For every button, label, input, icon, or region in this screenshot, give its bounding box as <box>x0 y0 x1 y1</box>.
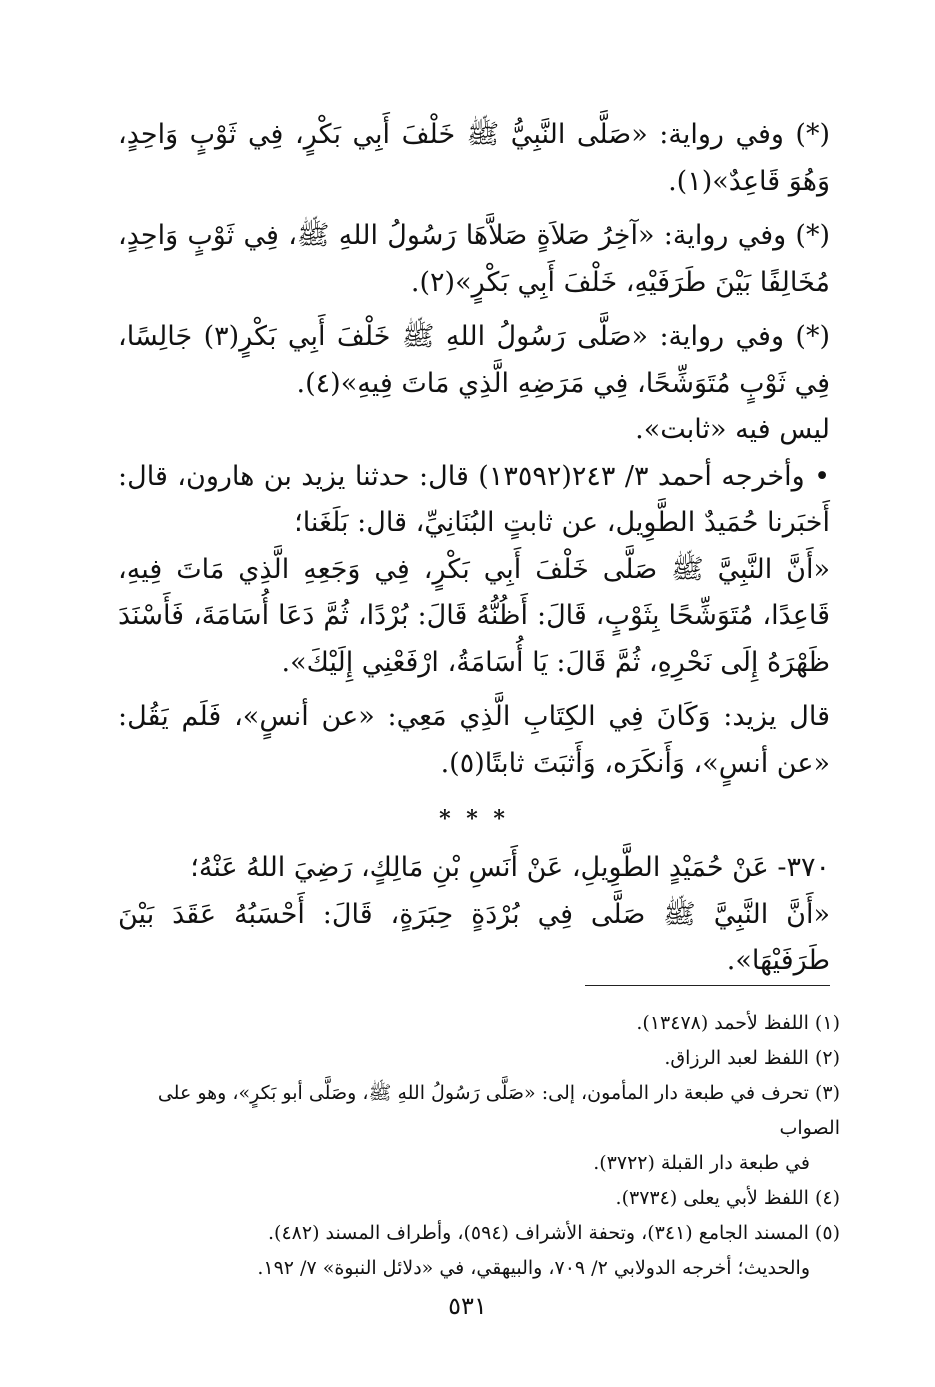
footnote-3-continued: في طبعة دار القبلة (٣٧٢٢). <box>593 1152 810 1174</box>
paragraph-narration-1: (*) وفي رواية: «صَلَّى النَّبِيُّ ﷺ خَلْفَ أَبِي بَكْرٍ، فِي ثَوْبٍ وَاحِدٍ، وَهُوَ قَاعِدٌ»(١). <box>118 119 830 197</box>
paragraph-yazid: قال يزيد: وَكَانَ فِي الكِتَابِ الَّذِي مَعِي: «عن أنسٍ»، فَلَم يَقُل: «عن أنسٍ»، وَأَنكَرَه، وَأَثبَتَ ثابتًا(٥). <box>118 701 830 779</box>
main-text <box>118 112 830 985</box>
page-number: ٥٣١ <box>448 1292 487 1320</box>
paragraph-note: ليس فيه «ثابت». <box>635 414 830 445</box>
footnote-5-continued: والحديث؛ أخرجه الدولابي ٢/ ٧٠٩، والبيهقي، في «دلائل النبوة» ٧/ ١٩٢. <box>257 1257 810 1279</box>
paragraph-narration-3: (*) وفي رواية: «صَلَّى رَسُولُ اللهِ ﷺ خَلْفَ أَبِي بَكْرٍ(٣) جَالِسًا، فِي ثَوْبٍ مُتَوَشِّحًا، فِي مَرَضِهِ الَّذِي مَاتَ فِيهِ»(٤). <box>118 321 830 399</box>
footnote-1: (١) اللفظ لأحمد (١٣٤٧٨). <box>636 1012 840 1034</box>
section-divider-stars: * * * <box>439 806 509 832</box>
footnote-2: (٢) اللفظ لعبد الرزاق. <box>664 1047 840 1069</box>
hadith-370-heading: ٣٧٠- عَنْ حُمَيْدٍ الطَّوِيلِ، عَنْ أَنَسِ بْنِ مَالِكٍ، رَضِيَ اللهُ عَنْهُ؛ <box>190 852 830 883</box>
paragraph-hadith-text: «أَنَّ النَّبِيَّ ﷺ صَلَّى خَلْفَ أَبِي بَكْرٍ، فِي وَجَعِهِ الَّذِي مَاتَ فِيهِ، قَاعِدًا، مُتَوَشِّحًا بِثَوْبٍ، قَالَ: أَظُنُّهُ قَالَ: بُرْدًا، ثُمَّ دَعَا أُسَامَةَ، فَأَسْنَدَ ظَهْرَهُ إِلَى نَحْرِهِ، ثُمَّ قَالَ: يَا أُسَامَةُ، ارْفَعْنِي إِلَيْكَ». <box>118 553 830 678</box>
footnote-3: (٣) تحرف في طبعة دار المأمون، إلى: «صَلَّى رَسُولُ اللهِ ﷺ، وصَلَّى أبو بَكرٍ»، وهو على الصواب <box>157 1082 840 1139</box>
paragraph-narration-2: (*) وفي رواية: «آخِرُ صَلاَةٍ صَلاَّهَا رَسُولُ اللهِ ﷺ، فِي ثَوْبٍ وَاحِدٍ، مُخَالِفًا بَيْنَ طَرَفَيْهِ، خَلْفَ أَبِي بَكْرٍ»(٢). <box>118 220 830 298</box>
paragraph-takhrij: • وأخرجه أحمد ٣/ ٢٤٣(١٣٥٩٢) قال: حدثنا يزيد بن هارون، قال: أَخبَرنا حُمَيدٌ الطَّوِيل، عن ثابتٍ البُنَانِيِّ، قال: بَلَغَنا؛ <box>118 460 831 538</box>
footnote-5: (٥) المسند الجامع (٣٤١)، وتحفة الأشراف (٥٩٤)، وأطراف المسند (٤٨٢). <box>268 1222 840 1244</box>
footnote-separator <box>585 985 830 986</box>
footnotes <box>112 1006 840 1286</box>
hadith-370-text: «أَنَّ النَّبِيَّ ﷺ صَلَّى فِي بُرْدَةٍ حِبَرَةٍ، قَالَ: أَحْسَبُهُ عَقَدَ بَيْنَ طَرَفَيْهَا». <box>118 898 830 976</box>
footnote-4: (٤) اللفظ لأبي يعلى (٣٧٣٤). <box>615 1187 840 1209</box>
